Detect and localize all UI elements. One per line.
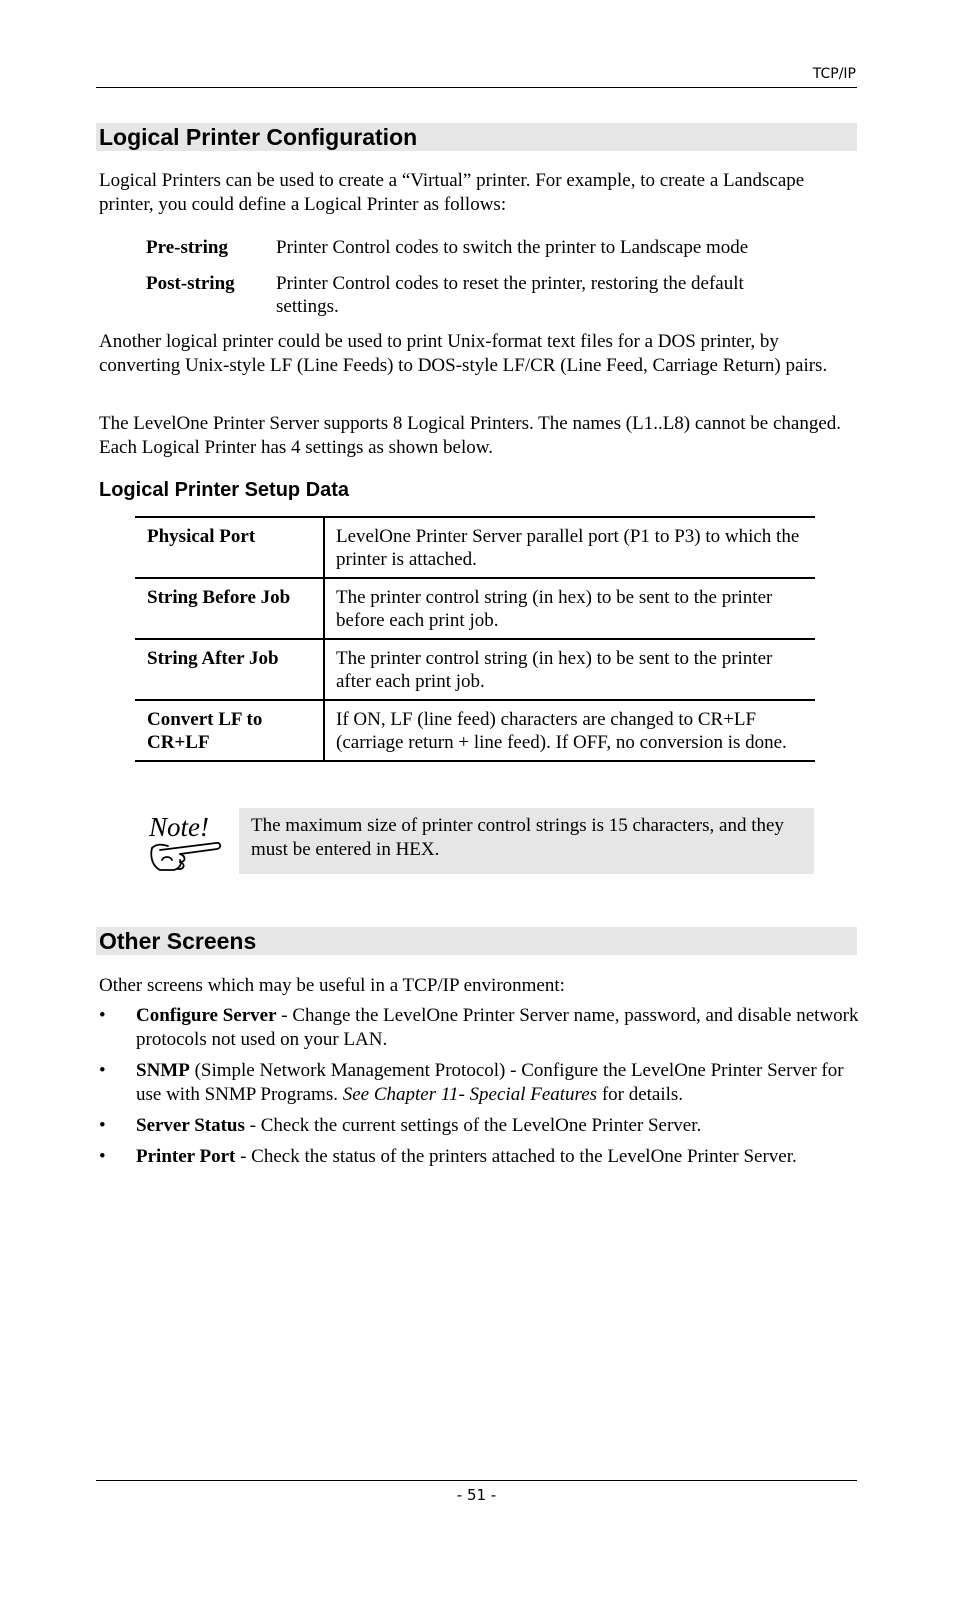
section-heading-bar	[96, 123, 857, 151]
screen-description-tail: for details.	[597, 1084, 684, 1105]
screen-description: - Check the status of the printers attached to the LevelOne Printer Server.	[235, 1146, 797, 1167]
definition-description: Printer Control codes to switch the printer to Landscape mode	[276, 237, 749, 258]
section-heading-bar	[96, 927, 857, 955]
setting-description: LevelOne Printer Server parallel port (P1 to P3) to which the printer is attached.	[336, 526, 800, 570]
subheading-setup-data: Logical Printer Setup Data	[99, 479, 350, 501]
definition-term: Post-string	[146, 273, 235, 294]
intro-paragraph: Logical Printers can be used to create a “Virtual” printer. For example, to create a Landscape printer, you could define a Logical Printer as follows:	[99, 170, 805, 215]
list-item	[99, 1145, 859, 1169]
bullet-icon: •	[99, 1115, 106, 1136]
section-title-logical-printer-configuration: Logical Printer Configuration	[99, 124, 418, 150]
note-pointing-hand-icon	[146, 810, 226, 876]
definition-row	[146, 236, 846, 259]
bullet-icon: •	[99, 1146, 106, 1167]
table-row	[135, 578, 815, 639]
setting-name: String Before Job	[135, 578, 324, 639]
note-label: Note!	[149, 812, 209, 842]
bullet-icon: •	[99, 1005, 106, 1026]
setting-name: Convert LF to CR+LF	[135, 700, 324, 761]
screen-description: (Simple Network Management Protocol) - Configure the LevelOne Printer Server for use with SNMP Programs.	[136, 1060, 844, 1105]
section-title-other-screens: Other Screens	[99, 928, 257, 954]
unix-dos-paragraph: Another logical printer could be used to print Unix-format text files for a DOS printer, by converting Unix-style LF (Line Feeds) to DOS-style LF/CR (Line Feed, Carriage Return) pairs.	[99, 331, 828, 376]
screen-description: - Change the LevelOne Printer Server name, password, and disable network protocols not used on your LAN.	[136, 1005, 859, 1050]
definition-row	[146, 272, 846, 318]
screen-name: Printer Port	[136, 1146, 236, 1167]
screen-name: SNMP	[136, 1060, 190, 1081]
setting-description: The printer control string (in hex) to be sent to the printer before each print job.	[336, 587, 773, 631]
screen-description: - Check the current settings of the LevelOne Printer Server.	[244, 1115, 702, 1136]
definition-description: Printer Control codes to reset the printer, restoring the default settings.	[276, 273, 744, 317]
header-rule	[96, 87, 857, 88]
table-row	[135, 639, 815, 700]
setting-name: String After Job	[135, 639, 324, 700]
list-item	[99, 1004, 859, 1052]
footer-rule	[96, 1480, 857, 1481]
list-item	[99, 1114, 859, 1138]
screen-name: Server Status	[136, 1115, 245, 1136]
chapter-reference: See Chapter 11- Special Features	[342, 1084, 598, 1105]
setting-description: If ON, LF (line feed) characters are changed to CR+LF (carriage return + line feed). If OFF, no conversion is done.	[336, 709, 787, 753]
logical-printers-count-paragraph: The LevelOne Printer Server supports 8 Logical Printers. The names (L1..L8) cannot be changed. Each Logical Printer has 4 settings as shown below.	[99, 413, 842, 458]
page-number: - 51 -	[456, 1486, 497, 1504]
list-item	[99, 1059, 859, 1107]
running-header: TCP/IP	[812, 66, 856, 82]
setting-description: The printer control string (in hex) to be sent to the printer after each print job.	[336, 648, 773, 692]
table-row	[135, 517, 815, 578]
table-row	[135, 700, 815, 761]
bullet-icon: •	[99, 1060, 106, 1081]
other-screens-intro: Other screens which may be useful in a TCP/IP environment:	[99, 975, 565, 996]
screen-name: Configure Server	[136, 1005, 277, 1026]
definition-term: Pre-string	[146, 237, 228, 258]
definition-list	[146, 236, 846, 331]
other-screens-list	[99, 1004, 859, 1176]
setup-data-table	[135, 516, 815, 762]
note-box: The maximum size of printer control strings is 15 characters, and they must be entered in HEX.	[239, 808, 814, 874]
setting-name: Physical Port	[135, 517, 324, 578]
